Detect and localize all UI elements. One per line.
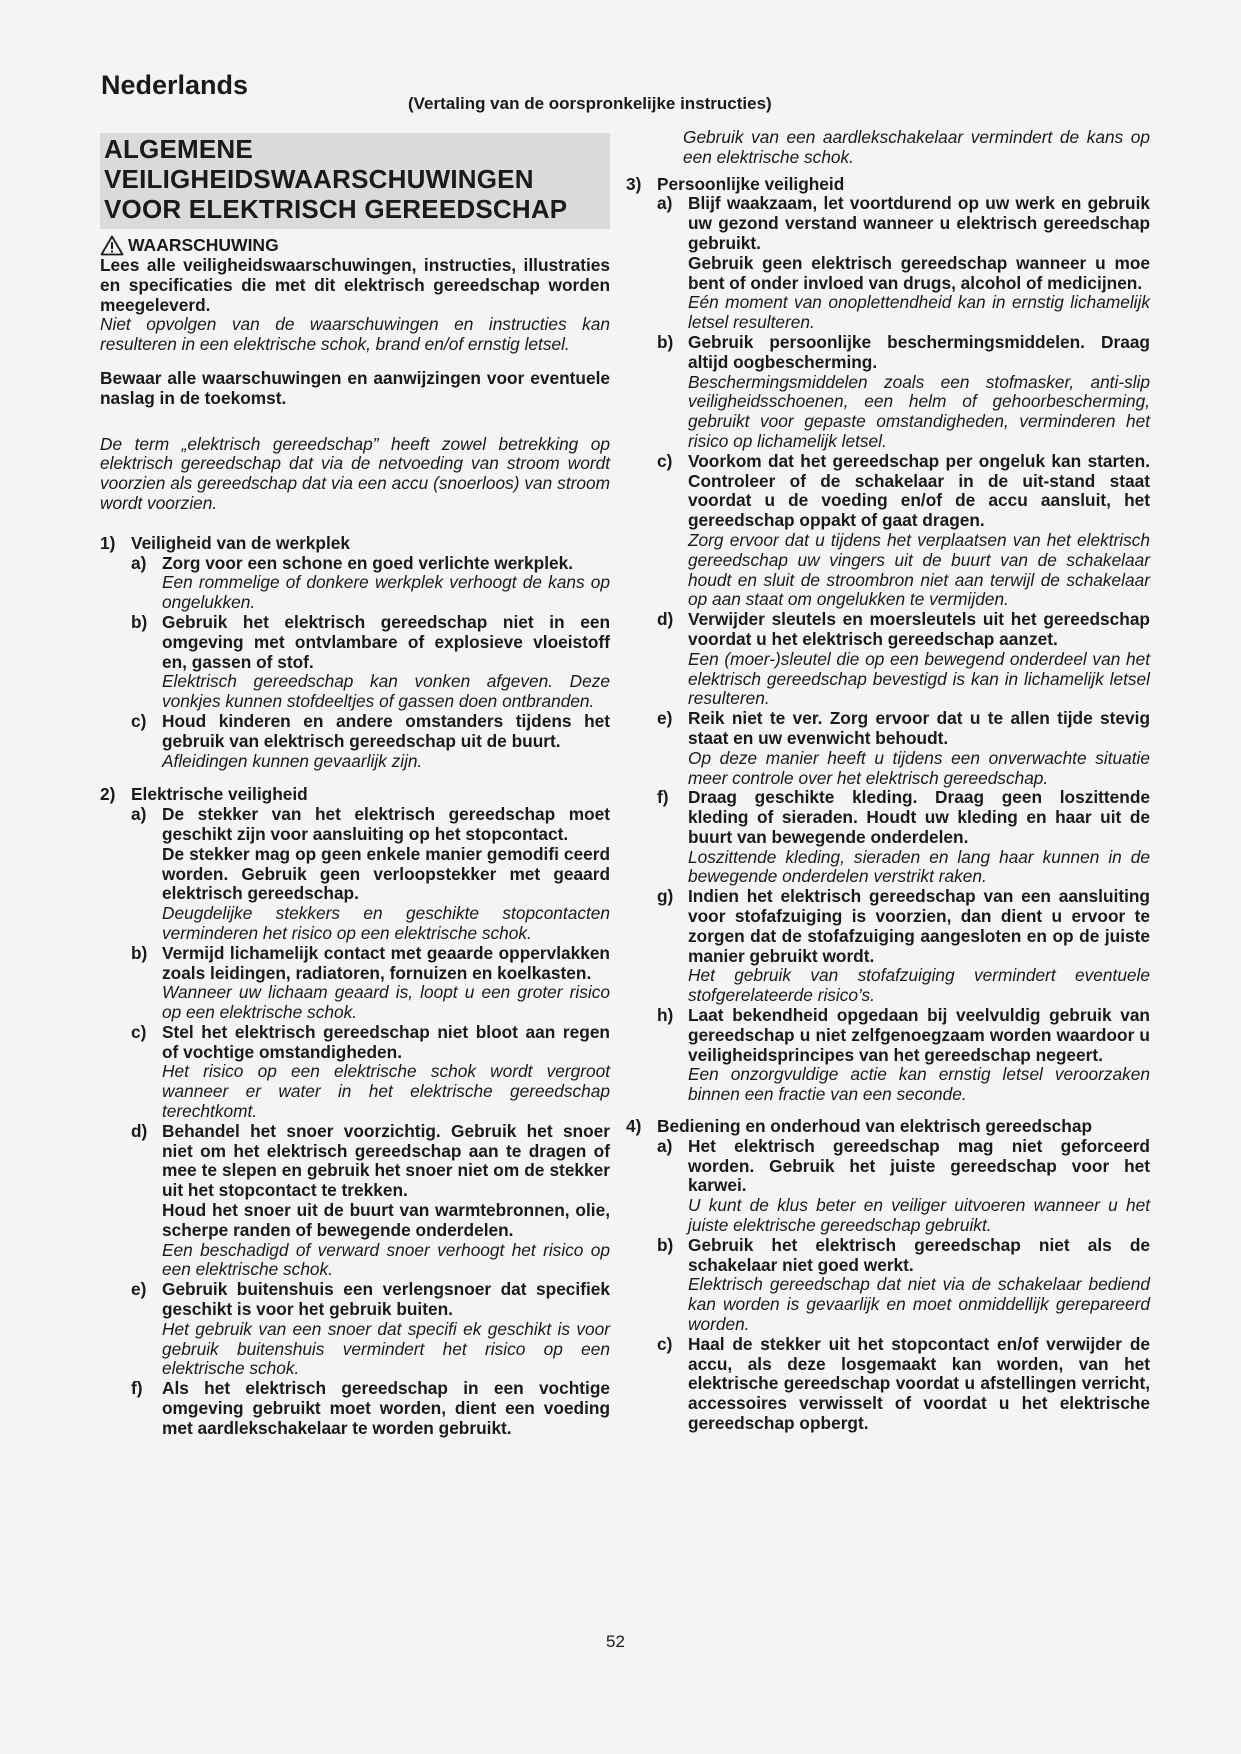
list-item (131, 944, 610, 1023)
section-title: Veiligheid van de werkplek (131, 532, 350, 553)
item-italic-text: Het gebruik van een snoer dat specifi ek geschikt is voor gebruik buitenshuis vermindert het risico op een elektrische schok. (162, 1318, 610, 1379)
keep-instructions-text: Bewaar alle waarschuwingen en aanwijzingen voor eventuele naslag in de toekomst. (100, 367, 610, 408)
list-item (657, 1006, 1150, 1105)
item-bold-text: Gebruik persoonlijke beschermingsmiddelen. Draag altijd oogbescherming. (688, 331, 1150, 372)
translation-note: (Vertaling van de oorspronkelijke instructies) (408, 94, 772, 113)
item-label: a) (657, 1135, 673, 1156)
item-italic-text: Elektrisch gereedschap dat niet via de schakelaar bediend kan worden is gevaarlijk en moet onmiddellijk gerepareerd worden. (688, 1274, 1150, 1335)
item-label: f) (657, 787, 669, 808)
item-bold-text: De stekker van het elektrisch gereedschap moet geschikt zijn voor aansluiting op het stopcontact. (162, 804, 610, 844)
item-label: g) (657, 886, 674, 907)
list-item (657, 194, 1150, 333)
item-italic-text: Een (moer-)sleutel die op een bewegend onderdeel van het elektrisch gereedschap bevestigd is kan in lichamelijk letsel resulteren. (688, 648, 1150, 709)
list-item (131, 805, 610, 944)
section-title: Bediening en onderhoud van elektrisch gereedschap (657, 1116, 1093, 1137)
item-bold-text: Draag geschikte kleding. Draag geen loszittende kleding of sieraden. Houdt uw kleding en haar uit de buurt van bewegende onderdelen. (688, 787, 1150, 847)
item-bold-text: Zorg voor een schone en goed verlichte werkplek. (162, 552, 574, 573)
list-item (657, 1335, 1150, 1434)
item-italic-text: Het risico op een elektrische schok wordt vergroot wanneer er water in het elektrische gereedschap terechtkomt. (162, 1061, 610, 1122)
list-item (131, 1122, 610, 1280)
section-number: 3) (626, 173, 642, 194)
item-bold-text: Indien het elektrisch gereedschap van een aansluiting voor stofafzuiging is voorzien, dan dient u ervoor te zorgen dat de stofafzuiging aangesloten en op de juiste manier gebruikt wordt. (688, 886, 1150, 966)
warning-label: WAARSCHUWING (128, 234, 279, 255)
warning-triangle-icon (100, 235, 124, 256)
item-italic-text: Een onzorgvuldige actie kan ernstig letsel veroorzaken binnen een fractie van een seconde. (688, 1064, 1150, 1105)
item-italic-text: Op deze manier heeft u tijdens een onverwachte situatie meer controle over het elektrisch gereedschap. (688, 747, 1150, 788)
item-bold-text: Gebruik buitenshuis een verlengsnoer dat specifiek geschikt is voor het gebruik buiten. (162, 1279, 610, 1320)
item-label: b) (131, 942, 148, 963)
list-item (131, 1023, 610, 1122)
section-title: Persoonlijke veiligheid (657, 173, 845, 194)
item-bold-text: Gebruik geen elektrisch gereedschap wanneer u moe bent of onder invloed van drugs, alcohol of medicijnen. (688, 252, 1150, 293)
list-item (657, 709, 1150, 788)
list-item (131, 712, 610, 771)
item-bold-text: Haal de stekker uit het stopcontact en/of verwijder de accu, als deze losgemaakt kan worden, van het elektrische gereedschap voordat u afstellingen verricht, accessoires verwisselt of voordat u het elektrische gereedschap opbergt. (688, 1333, 1150, 1433)
item-italic-text: Een beschadigd of verward snoer verhoogt het risico op een elektrische schok. (162, 1239, 610, 1280)
item-label: c) (131, 1021, 147, 1042)
item-label: a) (657, 193, 673, 214)
item-italic-text: Eén moment van onoplettendheid kan in ernstig lichamelijk letsel resulteren. (688, 292, 1150, 333)
section-4-items (657, 1137, 1150, 1434)
list-item (657, 1137, 1150, 1236)
item-bold-text: De stekker mag op geen enkele manier gemodifi ceerd worden. Gebruik geen verloopstekker met geaard elektrisch gereedschap. (162, 843, 610, 904)
section-3-heading (626, 175, 1150, 195)
section-number: 4) (626, 1116, 642, 1137)
item-bold-text: Blijf waakzaam, let voortdurend op uw werk en gebruik uw gezond verstand wanneer u elektrisch gereedschap gebruikt. (688, 193, 1150, 253)
list-item (657, 887, 1150, 1006)
item-italic-text: Wanneer uw lichaam geaard is, loopt u een groter risico op een elektrische schok. (162, 982, 610, 1023)
banner-line-1: ALGEMENE (104, 134, 253, 164)
item-bold-text: Verwijder sleutels en moersleutels uit het gereedschap voordat u het elektrisch gereedschap aanzet. (688, 609, 1150, 649)
item-bold-text: Het elektrisch gereedschap mag niet geforceerd worden. Gebruik het juiste gereedschap voor het karwei. (688, 1135, 1150, 1196)
item-bold-text: Reik niet te ver. Zorg ervoor dat u te allen tijde stevig staat en uw evenwicht behoudt. (688, 708, 1150, 748)
item-label: e) (131, 1279, 147, 1300)
list-item (131, 554, 610, 613)
list-item (131, 613, 610, 712)
item-label: b) (657, 1234, 674, 1255)
section-title: Elektrische veiligheid (131, 784, 308, 805)
item-label: b) (657, 331, 674, 352)
item-italic-text: U kunt de klus beter en veiliger uitvoeren wanneer u het juiste elektrische gereedschap gebruikt. (688, 1195, 1150, 1236)
list-item (657, 788, 1150, 887)
item-label: e) (657, 708, 673, 729)
page-number: 52 (606, 1632, 625, 1651)
section-3-items (657, 194, 1150, 1105)
list-item (657, 333, 1150, 452)
item-bold-text: Gebruik het elektrisch gereedschap niet als de schakelaar niet goed werkt. (688, 1234, 1150, 1275)
section-1-heading (100, 534, 610, 554)
item-bold-text: Behandel het snoer voorzichtig. Gebruik het snoer niet om het elektrisch gereedschap aan te dragen of mee te slepen en gebruik het snoer niet om de stekker uit het stopcontact te trekken. (162, 1120, 610, 1201)
item-italic-text: Elektrisch gereedschap kan vonken afgeven. Deze vonkjes kunnen stofdeeltjes of gassen doen ontbranden. (162, 671, 610, 712)
banner-line-3: VOOR ELEKTRISCH GEREEDSCHAP (104, 194, 568, 224)
item-label: a) (131, 552, 147, 573)
warning-bold-text: Lees alle veiligheidswaarschuwingen, instructies, illustraties en specificaties die met dit elektrisch gereedschap worden meegeleverd. (100, 255, 610, 315)
section-4-heading (626, 1117, 1150, 1137)
warning-header (100, 235, 610, 256)
language-heading: Nederlands (101, 70, 249, 100)
item-label: a) (131, 804, 147, 825)
item-italic-text: Beschermingsmiddelen zoals een stofmasker, anti-slip veiligheidsschoenen, een helm of gehoorbescherming, gebruikt voor gepaste omstandigheden, verminderen het risico op lichamelijk letsel. (688, 371, 1150, 451)
item-bold-text: Stel het elektrisch gereedschap niet bloot aan regen of vochtige omstandigheden. (162, 1021, 610, 1062)
term-definition-text: De term „elektrisch gereedschap” heeft zowel betrekking op elektrisch gereedschap dat via de netvoeding van stroom wordt voorzien als gereedschap dat via een accu (snoerloos) van stroom wordt voorzien. (100, 433, 610, 513)
item-bold-text: Voorkom dat het gereedschap per ongeluk kan starten. Controleer of de schakelaar in de uit-stand staat voordat u de voeding en/of de accu aansluit, het gereedschap oppakt of gaat dragen. (688, 450, 1150, 531)
left-column (100, 133, 610, 1439)
item-italic-text: Het gebruik van stofafzuiging vermindert eventuele stofgerelateerde risico’s. (688, 965, 1150, 1006)
list-item (657, 1236, 1150, 1335)
item-bold-text: Houd het snoer uit de buurt van warmtebronnen, olie, scherpe randen of bewegende onderdelen. (162, 1200, 610, 1240)
item-label: c) (131, 710, 147, 731)
section-number: 2) (100, 784, 116, 805)
item-label: f) (131, 1378, 143, 1399)
item-italic-text: Loszittende kleding, sieraden en lang haar kunnen in de bewegende onderdelen verstrikt raken. (688, 846, 1150, 887)
item-bold-text: Vermijd lichamelijk contact met geaarde oppervlakken zoals leidingen, radiatoren, fornuizen en koelkasten. (162, 942, 610, 983)
section-banner (100, 133, 610, 229)
item-bold-text: Houd kinderen en andere omstanders tijdens het gebruik van elektrisch gereedschap uit de buurt. (162, 710, 610, 751)
item-italic-text: Gebruik van een aardlekschakelaar vermindert de kans op een elektrische schok. (683, 127, 1150, 167)
section-number: 1) (100, 532, 116, 553)
warning-italic-text: Niet opvolgen van de waarschuwingen en instructies kan resulteren in een elektrische schok, brand en/of ernstig letsel. (100, 314, 610, 355)
item-bold-text: Als het elektrisch gereedschap in een vochtige omgeving gebruikt moet worden, dient een voeding met aardlekschakelaar te worden gebruikt. (162, 1378, 610, 1438)
right-column (626, 128, 1150, 1434)
list-item (657, 610, 1150, 709)
list-item (131, 1280, 610, 1379)
item-italic-text: Zorg ervoor dat u tijdens het verplaatsen van het elektrisch gereedschap uw vingers uit de buurt van de schakelaar houdt en sluit de stroombron niet aan terwijl de schakelaar op aan staat om ongelukken te vermijden. (688, 529, 1150, 610)
item-label: d) (657, 609, 674, 630)
item-label: b) (131, 611, 148, 632)
banner-line-2: VEILIGHEIDSWAARSCHUWINGEN (104, 164, 534, 194)
item-label: c) (657, 450, 673, 471)
list-item (131, 1379, 610, 1438)
item-italic-text: Deugdelijke stekkers en geschikte stopcontacten verminderen het risico op een elektrische schok. (162, 903, 610, 943)
section-2-heading (100, 785, 610, 805)
list-item (657, 452, 1150, 610)
section-1-items (131, 554, 610, 772)
item-italic-text: Een rommelige of donkere werkplek verhoogt de kans op ongelukken. (162, 572, 610, 613)
item-italic-text: Afleidingen kunnen gevaarlijk zijn. (162, 750, 423, 771)
item-label: c) (657, 1333, 673, 1354)
item-bold-text: Gebruik het elektrisch gereedschap niet in een omgeving met ontvlambare of explosieve vloeistoff en, gassen of stof. (162, 611, 610, 672)
section-2-items (131, 805, 610, 1439)
item-bold-text: Laat bekendheid opgedaan bij veelvuldig gebruik van gereedschap u niet zelfgenoegzaam worden waardoor u veiligheidsprincipes van het gereedschap negeert. (688, 1005, 1150, 1065)
item-label: h) (657, 1005, 674, 1026)
item-label: d) (131, 1120, 148, 1141)
